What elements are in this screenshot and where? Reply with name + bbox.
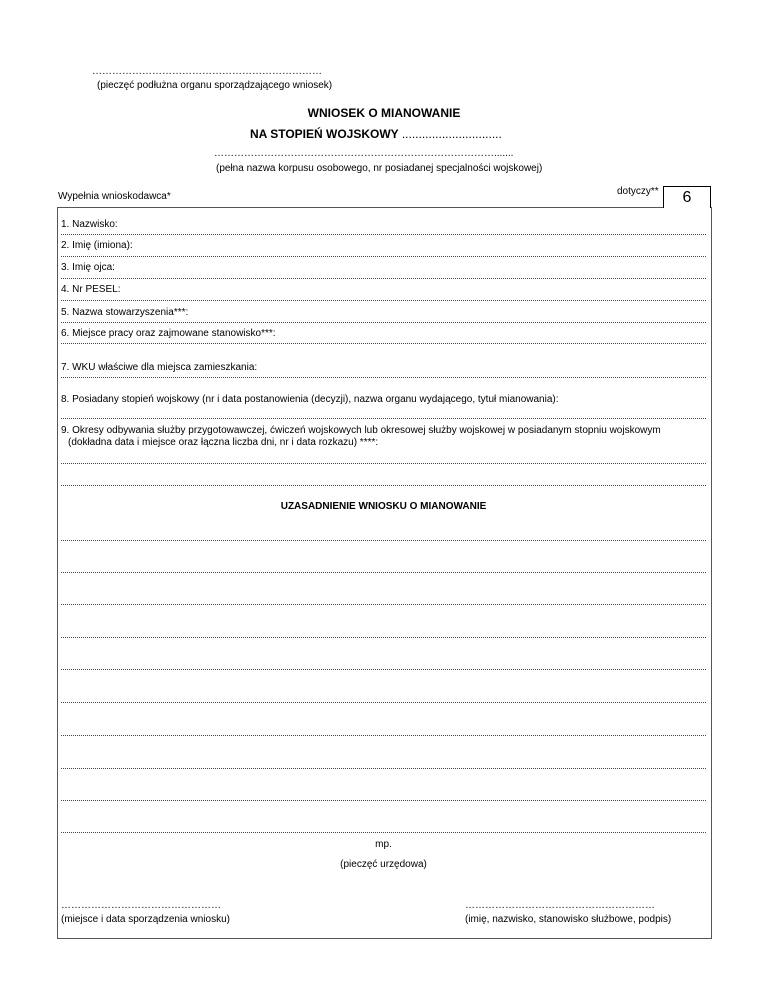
field-service-line-2[interactable] [61,485,706,486]
field-wku-label: 7. WKU właściwe dla miejsca zamieszkania: [61,362,258,373]
filled-by-label: Wypełnia wnioskodawca* [58,191,171,202]
corps-dots: …………………………………………………………………………....... [214,148,514,159]
title-rank-label: NA STOPIEŃ WOJSKOWY [250,127,399,141]
field-names-label: 2. Imię (imiona): [61,240,133,251]
justification-line-4[interactable] [61,637,706,638]
justification-line-5[interactable] [61,669,706,670]
justification-heading: UZASADNIENIE WNIOSKU O MIANOWANIE [280,501,487,512]
field-workplace-label: 6. Miejsce pracy oraz zajmowane stanowisko***: [61,328,276,339]
field-workplace-line[interactable] [61,343,706,344]
mp-label: mp. [375,839,392,850]
signature-caption: (imię, nazwisko, stanowisko służbowe, podpis) [465,914,672,925]
rank-dots: .............................. [401,127,502,141]
justification-line-8[interactable] [61,768,706,769]
field-association-label: 5. Nazwa stowarzyszenia***: [61,307,189,318]
field-rank-line[interactable] [61,418,706,419]
field-pesel-line[interactable] [61,300,706,301]
page-title: WNIOSEK O MIANOWANIE [307,106,461,120]
title-rank-line [250,127,502,141]
place-date-dots[interactable]: ………………………………………… [61,900,221,911]
justification-line-2[interactable] [61,572,706,573]
stamp-dots: …………………………………………………………… [92,66,322,77]
field-father-label: 3. Imię ojca: [61,262,115,273]
field-service-line-1[interactable] [61,463,706,464]
field-surname-line[interactable] [61,234,706,235]
field-service-label: 9. Okresy odbywania służby przygotowawczej, ćwiczeń wojskowych lub okresowej służby wojskowej w posiadanym stopniu wojskowym [61,425,661,436]
justification-line-7[interactable] [61,735,706,736]
justification-line-6[interactable] [61,702,706,703]
official-seal-caption: (pieczęć urzędowa) [340,859,427,870]
field-service-label-cont: (dokładna data i miejsce oraz łączna liczba dni, nr i data rozkazu) ****: [68,437,379,448]
concerns-label: dotyczy** [617,186,659,197]
corps-caption: (pełna nazwa korpusu osobowego, nr posiadanej specjalności wojskowej) [216,163,543,174]
justification-line-10[interactable] [61,832,706,833]
field-surname-label: 1. Nazwisko: [61,219,118,230]
field-pesel-label: 4. Nr PESEL: [61,284,121,295]
justification-line-9[interactable] [61,800,706,801]
field-father-line[interactable] [61,278,706,279]
field-names-line[interactable] [61,256,706,257]
stamp-caption: (pieczęć podłużna organu sporządzającego wniosek) [97,80,333,91]
field-wku-line[interactable] [61,377,706,378]
form-number-box: 6 [663,186,711,208]
signature-dots[interactable]: ………………………………………………… [465,900,655,911]
field-rank-label: 8. Posiadany stopień wojskowy (nr i data postanowienia (decyzji), nazwa organu wydającego, tytuł mianowania): [61,394,559,405]
justification-line-3[interactable] [61,604,706,605]
field-association-line[interactable] [61,322,706,323]
place-date-caption: (miejsce i data sporządzenia wniosku) [61,914,230,925]
justification-line-1[interactable] [61,540,706,541]
